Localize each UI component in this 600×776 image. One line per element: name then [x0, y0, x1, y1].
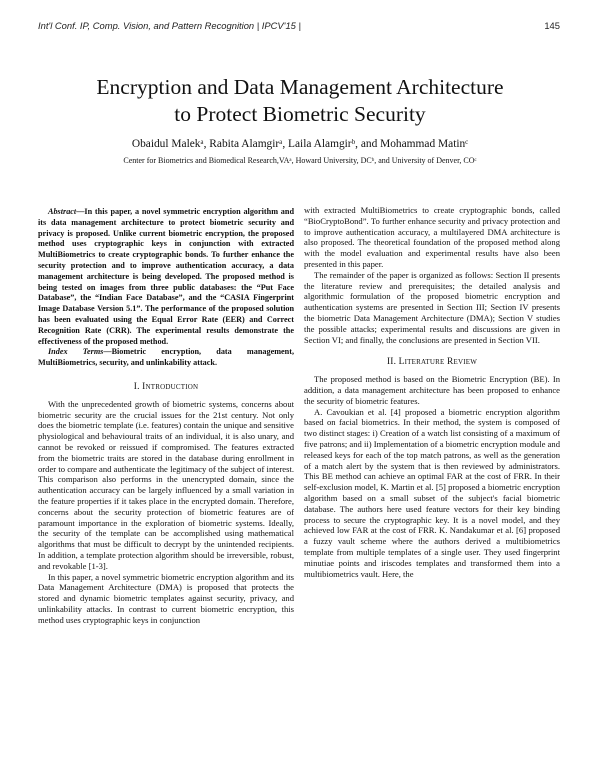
index-terms-text: —Biometric encryption, data management, MultiBiometrics, security, and unlinkability attack. — [38, 347, 295, 368]
left-column — [38, 207, 294, 625]
intro-paragraph-2: In this paper, a novel symmetric biometric encryption algorithm and its Data Management Architecture (DMA) is proposed that protects the stored and dynamic biometric templates against security, privacy, and unlinkability attacks. In contrast to current biometric encryption, this method uses cryptographic keys in conjunction — [38, 571, 294, 625]
index-terms-label: Index Terms — [48, 347, 104, 357]
paper-title — [30, 74, 570, 128]
right-column — [304, 205, 560, 579]
intro-paragraph-1: With the unprecedented growth of biometric systems, concerns about biometric security are the crucial issues for the 21st century. Not only does the biometric template (i.e. features) contain the unique and sensitive physiological and behavioural traits of an individual, it is also unary, and cannot be revoked or reissued if compromised. The features extracted from the biometric traits are stored in the database during enrollment in order to compare and authenticate the legitimacy of the subject of interest. This comparison also performs in the unencrypted domain, since the authentication accuracy can be largely influenced by a small variation in the feature properties if it takes place in the encrypted domain. Therefore, concerns about the security protection of biometric features are of paramount importance in the exploration of biometric systems. Ideally, the security of the template can be accomplished using mathematical algorithms that must be difficult to decrypt by the unintended recipients. In addition, a template protection algorithm should be irreversible, robust, and revokable [1-3]. — [38, 398, 294, 571]
page-number: 145 — [544, 20, 560, 31]
abstract-label: Abstract — [48, 207, 77, 216]
title-line-2: to Protect Biometric Security — [174, 102, 426, 126]
affiliations: Center for Biometrics and Biomedical Research,VAᵃ, Howard University, DCᵇ, and University of Denver, COᶜ — [123, 156, 477, 165]
section-heading-introduction: I. Introduction — [133, 381, 199, 392]
index-terms — [38, 347, 294, 369]
title-line-1: Encryption and Data Management Architecture — [96, 75, 504, 99]
intro-paragraph-3: The remainder of the paper is organized as follows: Section II presents the literature review and prerequisites; the detailed analysis and algorithmic formulation of the proposed biometric encryption and authentication systems are presented in Section III; Section IV presents the biometric Data Management Architecture (DMA); Section V studies the possible attacks; experimental results and discussions are given in Section VI; and finally, the conclusions are presented in Section VII. — [304, 269, 560, 345]
running-header — [38, 20, 560, 32]
author-list: Obaidul Malekᵃ, Rabita Alamgirᵃ, Laila Alamgirᵇ, and Mohammad Matinᶜ — [131, 138, 469, 150]
lit-review-paragraph-2: A. Cavoukian et al. [4] proposed a biometric encryption algorithm based on facial biometrics. In their method, the system is composed of two distinct stages: i) Creation of a watch list consisting of a maximum of five patrons; and ii) Implementation of a biometric encryption module and released keys for each of the top match patrons, as well as the generation of a match alert by the system that is then reviewed by administrators. This BE method can achieve an optimal FAR at the cost of FRR. In their self-exclusion model, K. Martin et al. [5] proposed a biometric encryption algorithm based on a small subset of the subject's facial biometric database. The authors here used feature vectors for their key binding process to secure the cryptographic key. It is a novel model, and they achieved low FAR at the cost of FRR. K. Nandakumar et al. [6] proposed a fuzzy vault scheme where the authors derived a multibiometrics template from multiple templates of a single user. They used fingerprint minutiae points and iriscodes templates and transformed them into a multibiometrics vault. Here, the — [304, 406, 560, 579]
abstract-text: —In this paper, a novel symmetric encryption algorithm and its data management architecture to protect biometric security and privacy is proposed. Unlike current biometric encryption, the proposed method uses cryptographic keys in conjunction with extracted MultiBiometrics to create cryptographic bonds. To further enhance the security protection and to improve authentication accuracy, a data management architecture is being developed. The proposed method is being tested on images from three public databases: the “Put Face Database”, the “Indian Face Database”, and the “CASIA Fingerprint Image Database Version 5.1”. The performance of the proposed solution has been evaluated using the Equal Error Rate (EER) and Correct Recognition Rate (CRR). The experimental results demonstrate the effectiveness of the proposed method. — [38, 207, 294, 346]
lit-review-paragraph-1: The proposed method is based on the Biometric Encryption (BE). In addition, a data management architecture has been proposed to enhance the security of biometric features. — [304, 374, 560, 406]
journal-name: Int'l Conf. IP, Comp. Vision, and Pattern Recognition | IPCV'15 | — [38, 20, 301, 31]
abstract — [38, 207, 294, 347]
section-heading-literature-review: II. Literature Review — [386, 357, 478, 368]
intro-paragraph-2-continued: with extracted MultiBiometrics to create cryptographic bonds, called “BioCryptoBond”. To further enhance security and privacy protection and to improve authentication accuracy, a multilayered DMA architecture is also proposed. The theoretical foundation of the proposed method along with the model evaluation and experimental results have also been presented in this paper. — [304, 205, 560, 269]
